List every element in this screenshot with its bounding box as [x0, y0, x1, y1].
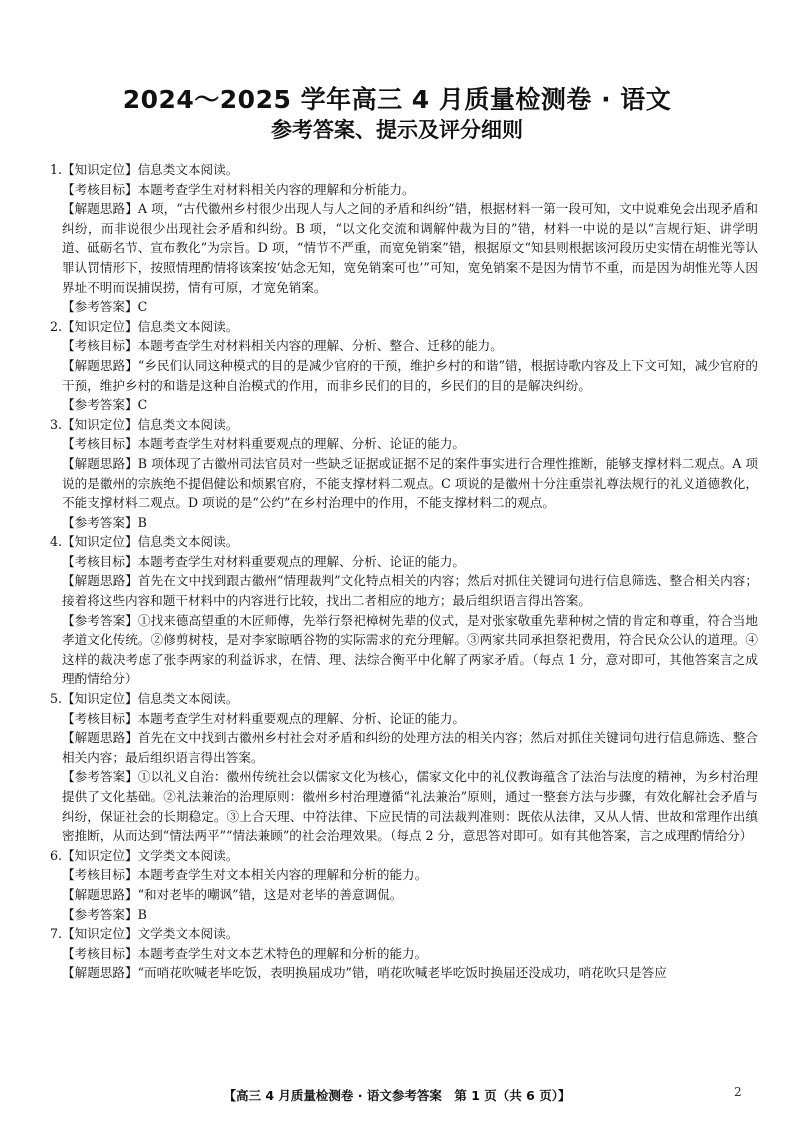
question-4-answer: 【参考答案】①找来德高望重的木匠师傅，先举行祭祀樟树先辈的仪式，是对张家敬重先辈种树之情的肯定和尊重，符合当地孝道文化传统。②修剪树枝，是对李家晾晒谷物的实际需求的充分理解。③两家共同承担祭祀费用，符合民众公认的道理。④这样的裁决考虑了张李两家的利益诉求，在情、理、法综合衡平中化解了两家矛盾。（每点 1 分，意对即可，其他答案言之成理酌情给分）	[62, 612, 758, 687]
question-2-knowledge: 2.【知识定位】信息类文本阅读。	[50, 318, 239, 334]
question-4-knowledge: 4.【知识定位】信息类文本阅读。	[50, 534, 239, 550]
question-4-analysis: 【解题思路】首先在文中找到跟古徽州“情理裁判”文化特点相关的内容；然后对抓住关键词句进行信息筛选、整合相关内容；接着将这些内容和题干材料中的内容进行比较，找出二者相应的地方；最后组织语言得出答案。	[62, 573, 758, 609]
question-5-analysis: 【解题思路】首先在文中找到古徽州乡村社会对矛盾和纠纷的处理方法的相关内容；然后对抓住关键词句进行信息筛选、整合相关内容；最后组织语言得出答案。	[62, 730, 758, 765]
question-7	[50, 924, 758, 983]
question-3-objective: 【考核目标】本题考查学生对材料重要观点的理解、分析、论证的能力。	[62, 436, 465, 452]
question-2-objective: 【考核目标】本题考查学生对材料相关内容的理解、分析、整合、迁移的能力。	[62, 338, 503, 354]
question-6-answer: 【参考答案】B	[62, 906, 147, 922]
question-2	[50, 317, 758, 415]
question-1-knowledge: 1.【知识定位】信息类文本阅读。	[50, 162, 239, 177]
question-6-analysis: 【解题思路】“和对老毕的嘲讽”错，这是对老毕的善意调侃。	[62, 886, 403, 902]
question-5-answer: 【参考答案】①以礼义自治：徽州传统社会以儒家文化为核心，儒家文化中的礼仪教诲蕴含了法治与法度的精神，为乡村治理提供了文化基础。②礼法兼治的治理原则：徽州乡村治理遵循“礼法兼治”原则，通过一整套方法与步骤，有效化解社会矛盾与纠纷，保证社会的长期稳定。③上合天理、中符法律、下应民情的司法裁判准则：既依从法律，又从人情、世故和常理作出缜密推断，从而达到“情法两平”“情法兼顾”的社会治理效果。（每点 2 分，意思答对即可。如有其他答案，言之成理酌情给分）	[62, 769, 758, 844]
question-7-analysis: 【解题思路】“而哨花吹喊老毕吃饭，表明换届成功”错，哨花吹喊老毕吃饭时换届还没成功，哨花吹只是答应	[62, 965, 667, 981]
question-3-answer: 【参考答案】B	[62, 514, 147, 530]
question-4	[50, 532, 758, 689]
page-title: 2024～2025 学年高三 4 月质量检测卷 · 语文	[122, 85, 672, 114]
page-footer: 【高三 4 月质量检测卷 · 语文参考答案 第 1 页（共 6 页）】	[223, 1088, 571, 1103]
question-4-objective: 【考核目标】本题考查学生对材料重要观点的理解、分析、论证的能力。	[62, 553, 465, 569]
question-6-knowledge: 6.【知识定位】文学类文本阅读。	[50, 847, 239, 863]
question-7-knowledge: 7.【知识定位】文学类文本阅读。	[50, 926, 239, 942]
question-5-knowledge: 5.【知识定位】信息类文本阅读。	[50, 691, 239, 707]
question-6-objective: 【考核目标】本题考查学生对文本相关内容的理解和分析的能力。	[62, 867, 428, 883]
question-3-knowledge: 3.【知识定位】信息类文本阅读。	[50, 416, 239, 432]
answer-content	[50, 160, 758, 983]
question-1-analysis: 【解题思路】A 项，“古代徽州乡村很少出现人与人之间的矛盾和纠纷”错，根据材料一第一段可知，文中说难免会出现矛盾和纠纷，而非说很少出现社会矛盾和纠纷。B 项，“以文化交流和调解仲裁为目的”错，材料一中说的是以“言规行矩、讲学明道、砥砺名节、宣布教化”为宗旨。D 项，“情节不严重，而宽免销案”错，根据原文“知县则根据该河段历史实情在胡惟光等认罪认罚情形下，按照情理酌情将该案按‘姑念无知，宽免销案可也’”可知，宽免销案不是因为情节不重，而是因为胡惟光等人因界址不明而误捕误捞，情有可原，才宽免销案。	[62, 201, 758, 295]
page-subtitle: 参考答案、提示及评分细则	[271, 118, 523, 142]
question-2-analysis: 【解题思路】“乡民们认同这种模式的目的是减少官府的干预，维护乡村的和谐”错，根据诗歌内容及上下文可知，减少官府的干预，维护乡村的和谐是这种自治模式的作用，而非乡民们的目的，乡民们的目的是解决纠纷。	[62, 357, 758, 393]
question-1	[50, 160, 758, 317]
question-2-answer: 【参考答案】C	[62, 397, 148, 413]
question-1-answer: 【参考答案】C	[62, 299, 148, 315]
question-1-objective: 【考核目标】本题考查学生对材料相关内容的理解和分析能力。	[62, 181, 415, 197]
question-6	[50, 846, 758, 924]
question-5	[50, 689, 758, 846]
question-3	[50, 415, 758, 533]
question-3-analysis: 【解题思路】B 项体现了古徽州司法官员对一些缺乏证据或证据不足的案件事实进行合理性推断，能够支撑材料二观点。A 项说的是徽州的宗族绝不提倡健讼和烦累官府，不能支撑材料二观点。C 项说的是徽州十分注重崇礼尊法规行的礼义道德教化，不能支撑材料二观点。D 项说的是“公约”在乡村治理中的作用，不能支撑材料二的观点。	[62, 455, 758, 511]
page-mark: 2	[734, 1085, 742, 1099]
question-7-objective: 【考核目标】本题考查学生对文本艺术特色的理解和分析的能力。	[62, 945, 428, 961]
question-5-objective: 【考核目标】本题考查学生对材料重要观点的理解、分析、论证的能力。	[62, 710, 465, 726]
